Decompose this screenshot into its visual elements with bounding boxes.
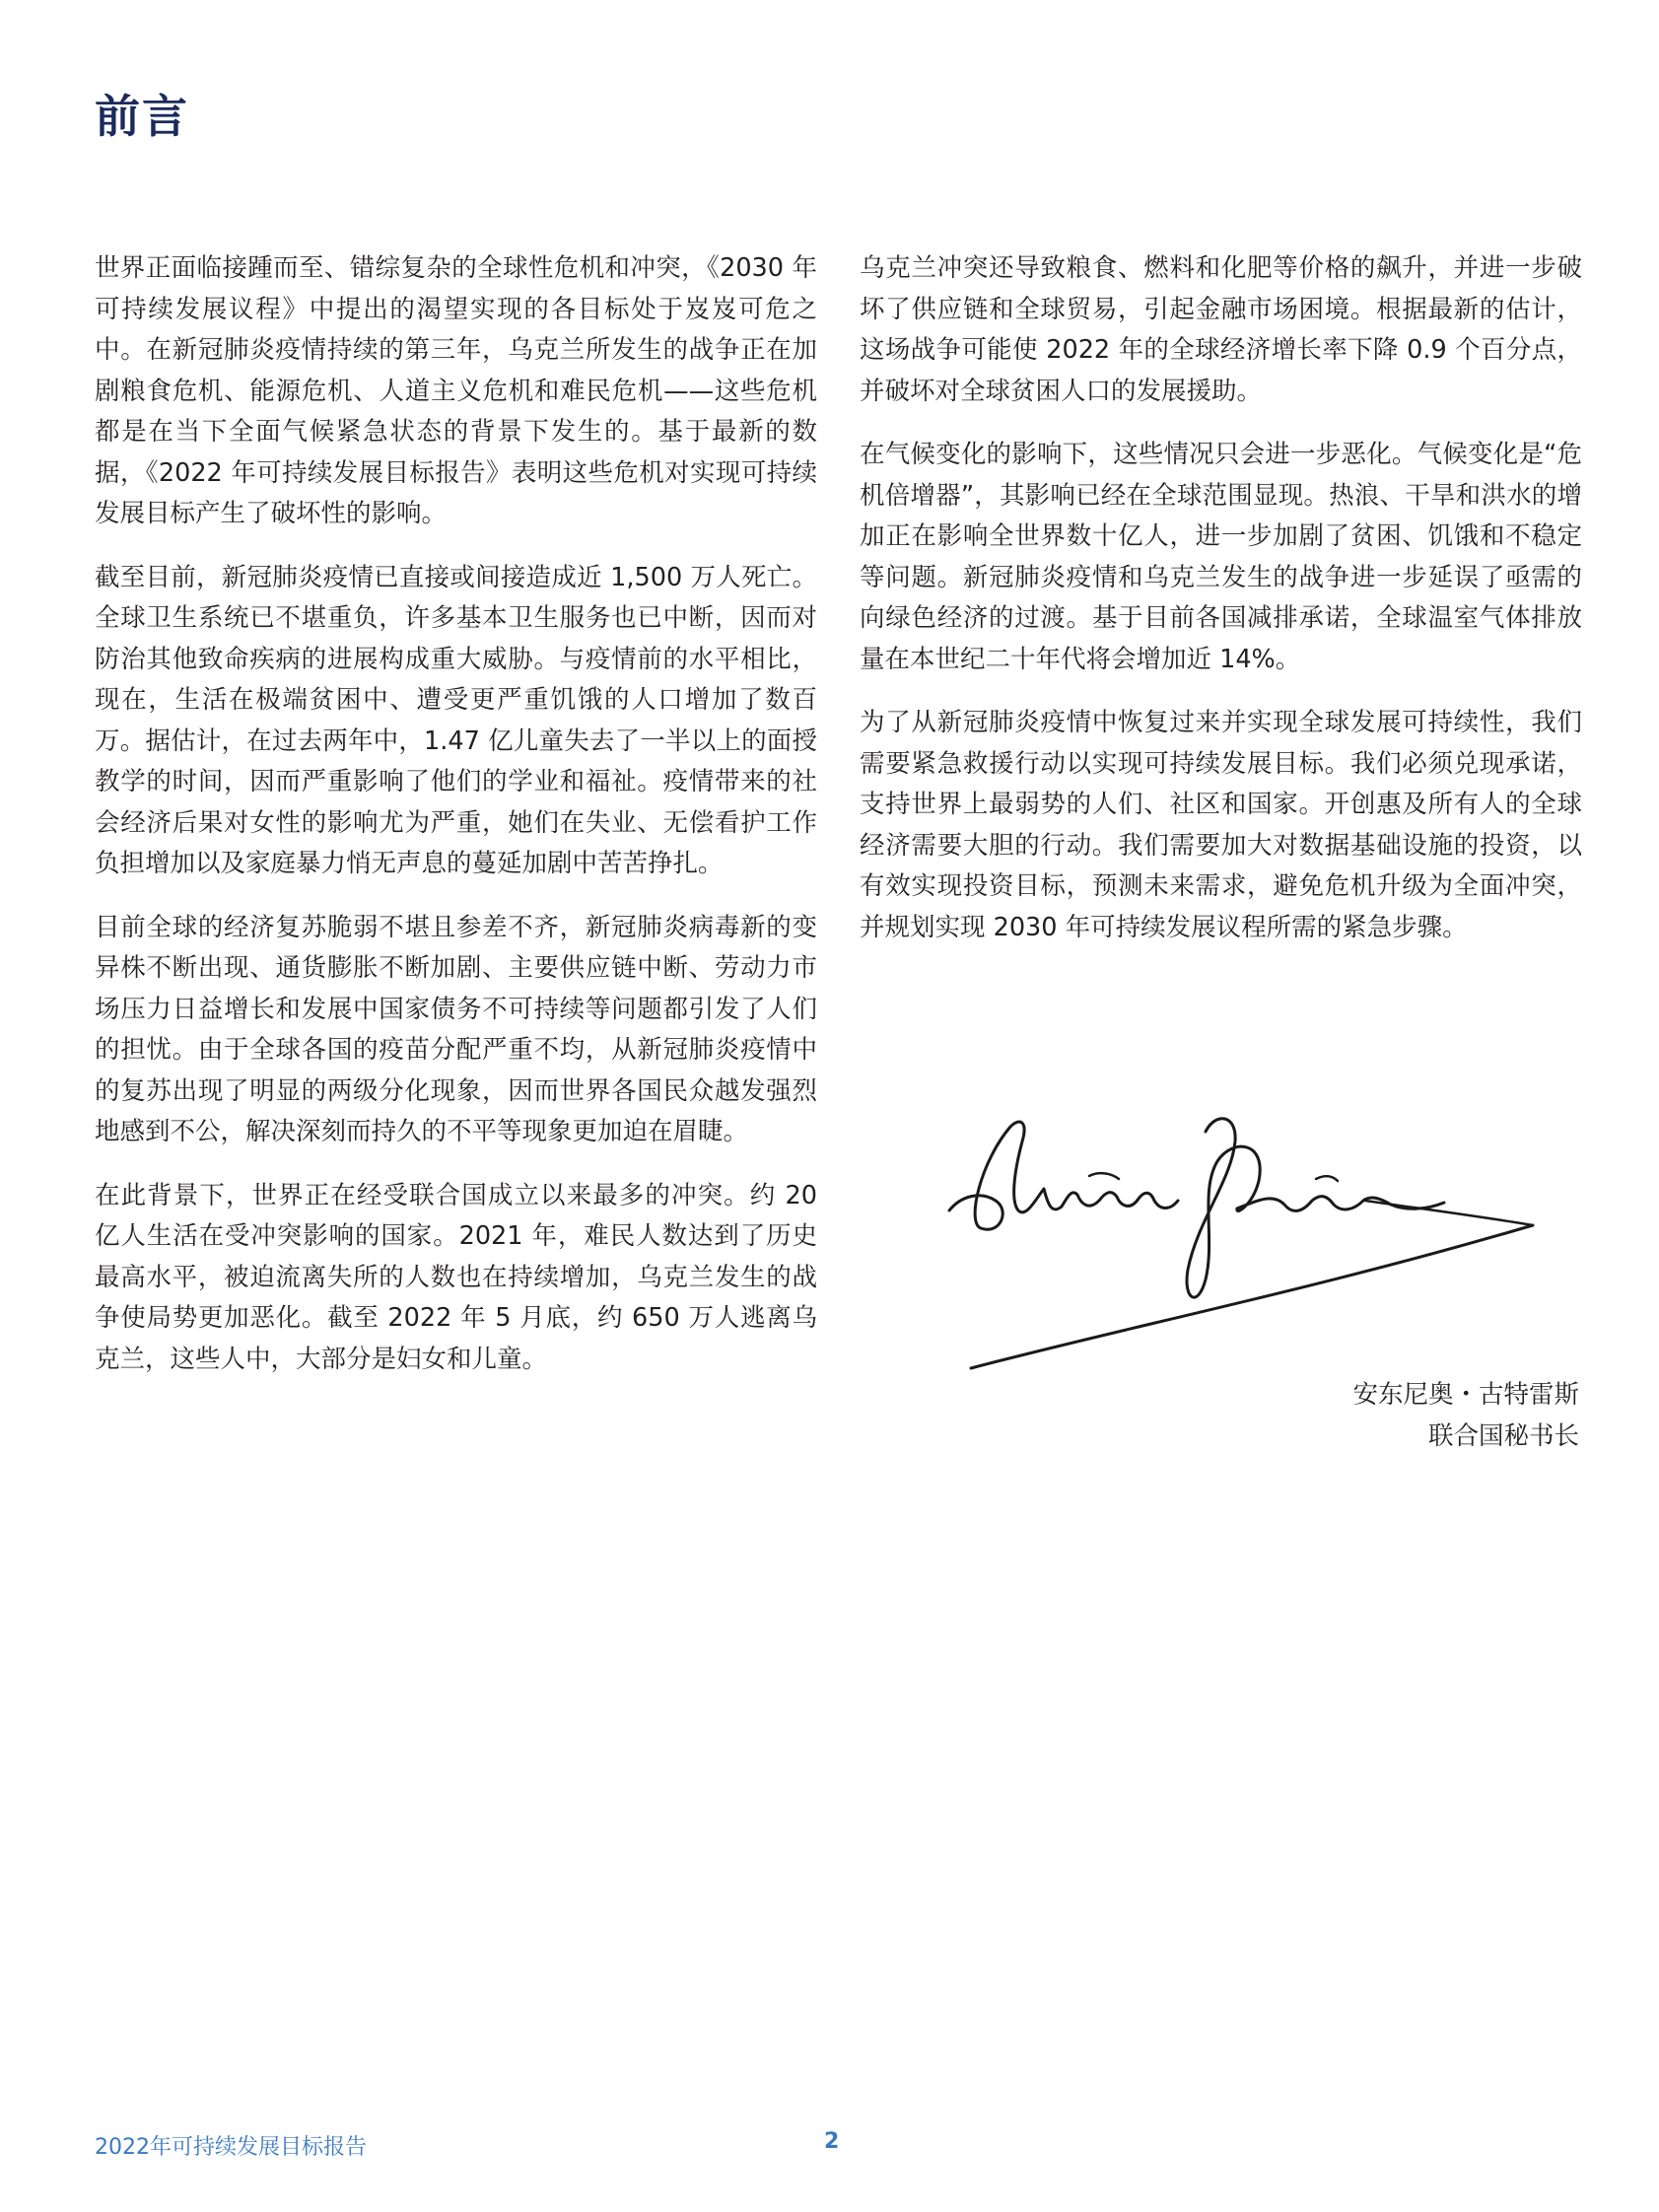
signature-block — [1352, 1374, 1579, 1457]
paragraph: 截至目前，新冠肺炎疫情已直接或间接造成近 1,500 万人死亡。全球卫生系统已不堪重负，许多基本卫生服务也已中断，因而对防治其他致命疾病的进展构成重大威胁。与疫情前的水平相比，现在，生活在极端贫困中、遭受更严重饥饿的人口增加了数百万。据估计，在过去两年中，1.47 亿儿童失去了一半以上的面授教学的时间，因而严重影响了他们的学业和福祉。疫情带来的社会经济后果对女性的影响尤为严重，她们在失业、无偿看护工作负担增加以及家庭暴力悄无声息的蔓延加剧中苦苦挣扎。 — [95, 562, 817, 878]
paragraph: 目前全球的经济复苏脆弱不堪且参差不齐，新冠肺炎病毒新的变异株不断出现、通货膨胀不断加剧、主要供应链中断、劳动力市场压力日益增长和发展中国家债务不可持续等问题都引发了人们的担忧。由于全球各国的疫苗分配严重不均，从新冠肺炎疫情中的复苏出现了明显的两级分化现象，因而世界各国民众越发强烈地感到不公，解决深刻而持久的不平等现象更加迫在眉睫。 — [95, 912, 817, 1146]
signatory-title: 联合国秘书长 — [1427, 1421, 1579, 1451]
paragraph: 在此背景下，世界正在经受联合国成立以来最多的冲突。约 20 亿人生活在受冲突影响的国家。2021 年，难民人数达到了历史最高水平，被迫流离失所的人数也在持续增加，乌克兰发生的战争使局势更加恶化。截至 2022 年 5 月底，约 650 万人逃离乌克兰，这些人中，大部分是妇女和儿童。 — [95, 1180, 817, 1374]
right-column — [860, 248, 1582, 971]
paragraph: 世界正面临接踵而至、错综复杂的全球性危机和冲突，《2030 年可持续发展议程》中提出的渴望实现的各目标处于岌岌可危之中。在新冠肺炎疫情持续的第三年，乌克兰所发生的战争正在加剧粮食危机、能源危机、人道主义危机和难民危机——这些危机都是在当下全面气候紧急状态的背景下发生的。基于最新的数据，《2022 年可持续发展目标报告》表明这些危机对实现可持续发展目标产生了破坏性的影响。 — [95, 253, 817, 528]
page-number: 2 — [824, 2129, 840, 2154]
paragraph: 乌克兰冲突还导致粮食、燃料和化肥等价格的飙升，并进一步破坏了供应链和全球贸易，引起金融市场困境。根据最新的估计，这场战争可能使 2022 年的全球经济增长率下降 0.9 个百分点，并破坏对全球贫困人口的发展援助。 — [860, 253, 1582, 406]
signatory-name: 安东尼奥・古特雷斯 — [1352, 1380, 1579, 1410]
paragraph: 在气候变化的影响下，这些情况只会进一步恶化。气候变化是“危机倍增器”，其影响已经在全球范围显现。热浪、干旱和洪水的增加正在影响全世界数十亿人，进一步加剧了贫困、饥饿和不稳定等问题。新冠肺炎疫情和乌克兰发生的战争进一步延误了亟需的向绿色经济的过渡。基于目前各国减排承诺，全球温室气体排放量在本世纪二十年代将会增加近 14%。 — [860, 440, 1582, 674]
paragraph: 为了从新冠肺炎疫情中恢复过来并实现全球发展可持续性，我们需要紧急救援行动以实现可持续发展目标。我们必须兑现承诺，支持世界上最弱势的人们、社区和国家。开创惠及所有人的全球经济需要大胆的行动。我们需要加大对数据基础设施的投资，以有效实现投资目标，预测未来需求，避免危机升级为全面冲突，并规划实现 2030 年可持续发展议程所需的紧急步骤。 — [860, 708, 1582, 942]
handwritten-signature — [941, 1102, 1553, 1378]
page-title: 前言 — [95, 90, 189, 143]
footer-report-title: 2022年可持续发展目标报告 — [95, 2135, 367, 2160]
left-column — [95, 248, 817, 1403]
